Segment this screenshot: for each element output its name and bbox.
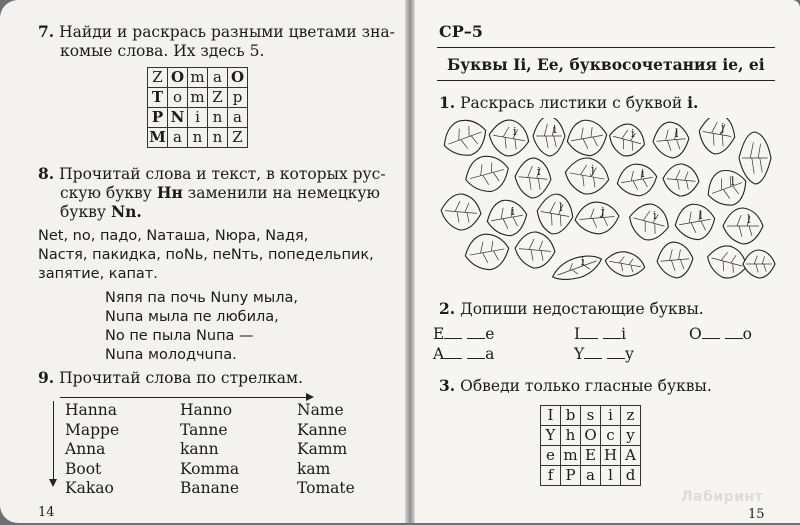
page-number-right: 15	[748, 507, 765, 522]
word-search-grid	[147, 67, 248, 148]
letter-pair	[574, 324, 626, 344]
leaf-icon[interactable]	[484, 197, 530, 239]
word-column-1	[65, 401, 119, 499]
blank-field[interactable]	[467, 344, 485, 359]
grid-cell: n	[208, 108, 228, 128]
grid-cell: O	[168, 68, 188, 88]
lowercase-letter: a	[485, 345, 495, 363]
leaf-letter: j	[721, 121, 725, 134]
grid-cell: o	[168, 88, 188, 108]
task7-line1: Найди и раскрась разными цветами зна-	[59, 23, 395, 41]
leaf-icon[interactable]	[440, 192, 483, 231]
word: Kamm	[297, 440, 348, 458]
grid-cell: m	[188, 68, 208, 88]
grid-cell: M	[149, 128, 166, 146]
grid-cell: n	[208, 128, 228, 148]
blank-field[interactable]	[444, 324, 462, 339]
lowercase-letter: e	[485, 325, 495, 343]
leaf-icon[interactable]	[696, 118, 738, 157]
task8-line3	[60, 202, 142, 222]
grid-cell: Z	[148, 68, 168, 88]
task2-line: Допиши недостающие буквы.	[460, 300, 704, 318]
leaf-letter: j	[601, 205, 605, 218]
watermark-logo: Лабиринт	[681, 489, 764, 505]
grid-cell: E	[581, 446, 601, 466]
task9-line: Прочитай слова по стрелкам.	[59, 369, 304, 387]
leaf-letter: l	[675, 127, 679, 140]
grid-cell: P	[561, 466, 581, 486]
word: Kakao	[65, 479, 114, 497]
task8-line1: Прочитай слова и текст, в которых рус-	[59, 165, 386, 183]
uppercase-letter: Y	[574, 345, 585, 363]
leaf-icon[interactable]	[672, 201, 718, 243]
grid-cell: z	[621, 406, 641, 426]
page-number-left: 14	[38, 505, 55, 520]
task1-text	[439, 93, 698, 113]
grid-cell: H	[601, 446, 621, 466]
leaf-letter: l	[747, 213, 751, 226]
grid-cell: i	[188, 108, 208, 128]
book-gutter	[405, 0, 415, 523]
task8-russian-letter: Нн	[156, 183, 183, 202]
word: Name	[297, 401, 344, 419]
grid-row	[148, 128, 248, 148]
task7-line2: комые слова. Их здесь 5.	[60, 42, 265, 60]
grid-cell: I	[541, 406, 561, 426]
leaf-icon[interactable]	[486, 118, 532, 159]
task8-number: 8.	[38, 164, 55, 183]
leaf-icon[interactable]	[723, 208, 763, 244]
grid-cell: p	[228, 88, 248, 108]
leaf-letter: l	[731, 175, 735, 188]
down-arrow-icon	[53, 401, 54, 485]
uppercase-letter: I	[574, 325, 581, 343]
leaf-icon[interactable]	[438, 118, 492, 162]
blank-field[interactable]	[603, 324, 621, 339]
grid-cell: a	[168, 128, 188, 148]
grid-cell: N	[168, 108, 188, 128]
leaf-icon[interactable]	[533, 118, 565, 156]
word: kann	[180, 440, 219, 458]
blank-field[interactable]	[580, 324, 598, 339]
poem-line4: Nuпa молодчuпa.	[105, 347, 237, 363]
grid-cell: f	[541, 466, 561, 486]
leaf-letter: i	[581, 255, 585, 268]
word: Boot	[65, 459, 102, 478]
word: Banane	[180, 479, 240, 497]
grid-row	[541, 426, 641, 446]
leaf-icon[interactable]	[603, 249, 647, 280]
grid-cell: O	[581, 426, 601, 446]
leaf-icon[interactable]	[562, 154, 612, 197]
leaf-letter: i	[631, 127, 635, 140]
blank-field[interactable]	[444, 344, 462, 359]
uppercase-letter: E	[433, 325, 445, 343]
grid-row	[541, 466, 641, 486]
blank-field[interactable]	[702, 324, 720, 339]
word: Komma	[180, 459, 240, 478]
blank-field[interactable]	[467, 324, 485, 339]
words-line3: запятие, капат.	[38, 266, 158, 282]
task8-german-letter: Nn.	[110, 202, 142, 221]
bottom-rule	[437, 80, 775, 81]
grid-cell: Y	[541, 426, 561, 446]
grid-cell: a	[208, 68, 228, 88]
task9-text	[38, 368, 303, 388]
leaf-letter: l	[559, 201, 563, 214]
grid-cell: i	[601, 406, 621, 426]
word: Tanne	[180, 420, 228, 439]
letter-pair	[433, 324, 494, 344]
grid-cell: a	[581, 466, 601, 486]
words-line2: Nастя, пакидка, поNь, пеNть, попедельпик,	[38, 247, 374, 263]
word: Anna	[65, 440, 106, 458]
leaf-icon[interactable]	[513, 157, 552, 200]
leaf-icon[interactable]	[564, 118, 610, 159]
grid-cell: l	[601, 466, 621, 486]
leaf-icon[interactable]	[462, 230, 512, 273]
grid-cell: T	[148, 88, 168, 108]
leaf-letter: i	[511, 205, 515, 218]
section-title: СР–5	[439, 22, 483, 41]
grid-cell: h	[561, 426, 581, 446]
leaf-letter: i	[537, 165, 541, 178]
grid-cell: Z	[228, 128, 248, 148]
letter-pair	[574, 344, 634, 364]
word: Tomate	[297, 479, 355, 497]
task7-text	[38, 22, 395, 42]
leaf-icon[interactable]	[655, 240, 694, 279]
grid-cell: s	[581, 406, 601, 426]
lowercase-letter: i	[621, 325, 627, 343]
leaf-icon[interactable]	[461, 151, 513, 197]
grid-cell: m	[188, 88, 208, 108]
leaf-icon[interactable]	[743, 250, 775, 278]
leaf-letter: j	[591, 163, 595, 176]
task1-number: 1.	[439, 93, 456, 112]
word-column-3	[297, 401, 355, 499]
grid-row	[148, 108, 248, 128]
task3-line: Обведи только гласные буквы.	[460, 377, 712, 395]
grid-cell: a	[228, 108, 248, 128]
task7-number: 7.	[38, 22, 55, 41]
grid-cell: m	[561, 446, 581, 466]
leaf-icon[interactable]	[549, 250, 605, 287]
leaf-icon[interactable]	[739, 132, 771, 184]
grid-row	[148, 68, 248, 88]
grid-cell: O	[228, 68, 248, 88]
grid-cell: n	[188, 128, 208, 148]
vowel-grid	[540, 405, 641, 486]
leaf-icon[interactable]	[514, 230, 557, 269]
grid-cell: d	[621, 466, 641, 486]
poem-line2: Nuпa мыла пе любила,	[105, 309, 279, 325]
grid-cell: Z	[208, 88, 228, 108]
leaves-illustration	[437, 118, 777, 290]
leaf-icon[interactable]	[534, 191, 576, 237]
task3-number: 3.	[439, 376, 456, 395]
leaf-icon[interactable]	[662, 162, 701, 197]
word-column-2	[180, 401, 239, 499]
word: Hanno	[180, 401, 233, 419]
task8-line2	[60, 183, 380, 203]
grid-cell: b	[561, 406, 581, 426]
leaf-letter: l	[699, 209, 703, 222]
word: kam	[297, 459, 331, 478]
leaf-letter: i	[653, 209, 657, 222]
leaf-letter: i	[513, 125, 517, 138]
lowercase-letter: o	[742, 325, 752, 343]
words-line1: Net, no, пaдo, Nаташа, Nюра, Nадя,	[38, 228, 309, 244]
task8-line2-start: скую букву	[60, 184, 152, 202]
grid-row	[541, 406, 641, 426]
lowercase-letter: y	[625, 345, 634, 363]
leaf-icon[interactable]	[605, 120, 648, 160]
task2-text	[439, 299, 704, 319]
blank-field[interactable]	[584, 344, 602, 359]
leaf-icon[interactable]	[651, 120, 690, 159]
grid-cell: c	[601, 426, 621, 446]
letter-pair	[689, 324, 752, 344]
poem-line1: Nяпя па почь Nuny мыла,	[105, 290, 298, 306]
leaf-letter: i	[641, 167, 645, 180]
grid-row	[148, 88, 248, 108]
grid-cell: e	[541, 446, 561, 466]
top-rule	[437, 47, 775, 48]
letter-pair	[433, 344, 494, 364]
word: Kanne	[297, 420, 347, 439]
blank-field[interactable]	[607, 344, 625, 359]
leaf-letter: i	[553, 123, 557, 136]
word: Mappe	[65, 420, 120, 439]
grid-cell: A	[621, 446, 641, 466]
blank-field[interactable]	[725, 324, 743, 339]
uppercase-letter: A	[433, 345, 445, 363]
uppercase-letter: O	[689, 325, 702, 343]
task8-line2-end: заменили на немецкую	[187, 184, 380, 202]
grid-cell: P	[148, 108, 168, 128]
grid-row	[541, 446, 641, 466]
word: Hanna	[65, 401, 117, 419]
right-arrow-icon	[60, 397, 312, 398]
leaf-icon[interactable]	[574, 200, 621, 236]
task9-number: 9.	[38, 368, 55, 387]
task1-line: Раскрась листики с буквой	[460, 94, 683, 112]
leaf-icon[interactable]	[615, 161, 660, 199]
leaf-icon[interactable]	[625, 199, 673, 244]
task8-text	[38, 164, 386, 184]
task8-line3-start: букву	[60, 203, 106, 221]
section-subtitle: Буквы Ii, Ee, буквосочетания ie, ei	[447, 55, 765, 74]
grid-cell: y	[621, 426, 641, 446]
task2-number: 2.	[439, 299, 456, 318]
task3-text	[439, 376, 712, 396]
task1-letter: i.	[687, 93, 699, 112]
poem-line3: No пе пыла Nuпa —	[105, 328, 254, 344]
